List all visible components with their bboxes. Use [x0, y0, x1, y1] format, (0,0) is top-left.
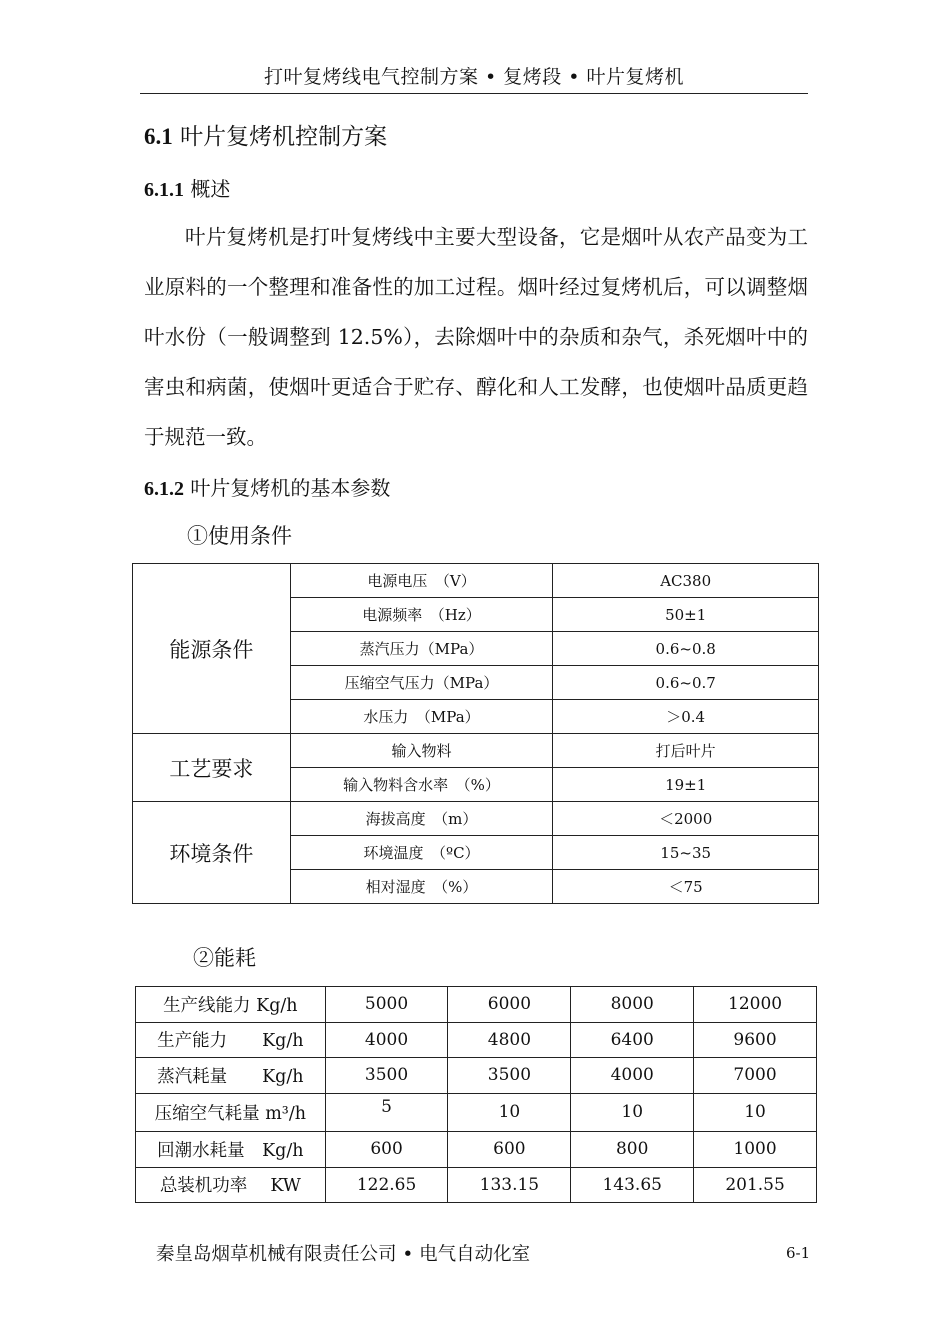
cell-value: 4000 — [325, 1022, 448, 1058]
cell-value: 1000 — [694, 1132, 817, 1168]
cell-value: 3500 — [448, 1058, 571, 1094]
cell-value: 600 — [325, 1132, 448, 1168]
cell-value: 6000 — [448, 987, 571, 1023]
group-label: 环境条件 — [133, 802, 291, 904]
group-label: 能源条件 — [133, 564, 291, 734]
param-value: 50±1 — [553, 598, 819, 632]
table-row — [133, 734, 819, 768]
usage-conditions-table — [132, 563, 819, 904]
param-label: 电源电压 （V） — [290, 564, 553, 598]
section-heading — [144, 118, 387, 151]
section-title: 叶片复烤机控制方案 — [180, 124, 388, 150]
cell-value: 4000 — [571, 1058, 694, 1094]
row-label: 压缩空气耗量 m³/h — [136, 1093, 326, 1132]
param-label: 输入物料 — [290, 734, 553, 768]
subsection-number: 6.1.2 — [144, 478, 184, 500]
footer-company: 秦皇岛烟草机械有限责任公司 • 电气自动化室 — [156, 1244, 531, 1265]
section-number: 6.1 — [144, 124, 173, 149]
cell-value: 600 — [448, 1132, 571, 1168]
param-label: 压缩空气压力（MPa） — [290, 666, 553, 700]
param-value: 19±1 — [553, 768, 819, 802]
param-value: 0.6~0.7 — [553, 666, 819, 700]
energy-table — [135, 986, 817, 1203]
cell-value: 122.65 — [325, 1167, 448, 1203]
cell-value: 10 — [571, 1093, 694, 1132]
overview-paragraph — [144, 212, 808, 462]
table-row — [136, 1167, 817, 1203]
row-label: 总装机功率 KW — [136, 1167, 326, 1203]
subsection-heading-overview — [144, 173, 230, 202]
subsection-title: 概述 — [190, 177, 231, 201]
table-row — [136, 1132, 817, 1168]
param-label: 输入物料含水率 （%） — [290, 768, 553, 802]
page-header: 打叶复烤线电气控制方案 • 复烤段 • 叶片复烤机 — [263, 66, 685, 88]
row-label: 生产线能力 Kg/h — [136, 987, 326, 1023]
param-label: 电源频率 （Hz） — [290, 598, 553, 632]
param-value: 打后叶片 — [553, 734, 819, 768]
table-row — [136, 1058, 817, 1094]
row-label: 蒸汽耗量 Kg/h — [136, 1058, 326, 1094]
table-row — [136, 987, 817, 1023]
cell-value: 8000 — [571, 987, 694, 1023]
cell-value: 7000 — [694, 1058, 817, 1094]
cell-value: 12000 — [694, 987, 817, 1023]
param-value: ＜75 — [553, 870, 819, 904]
page-number: 6-1 — [786, 1244, 811, 1262]
param-value: ＞0.4 — [553, 700, 819, 734]
subsection-heading-params — [144, 472, 390, 501]
table-row — [133, 564, 819, 598]
table-row — [133, 802, 819, 836]
cell-value: 10 — [694, 1093, 817, 1132]
param-value: 15~35 — [553, 836, 819, 870]
cell-value: 6400 — [571, 1022, 694, 1058]
cell-value: 143.65 — [571, 1167, 694, 1203]
cell-value: 10 — [448, 1093, 571, 1132]
row-label: 生产能力 Kg/h — [136, 1022, 326, 1058]
header-divider — [140, 93, 808, 94]
cell-value: 3500 — [325, 1058, 448, 1094]
group-label: 工艺要求 — [133, 734, 291, 802]
subsection-number: 6.1.1 — [144, 179, 184, 201]
table-row — [136, 1093, 817, 1132]
param-value: AC380 — [553, 564, 819, 598]
cell-value: 800 — [571, 1132, 694, 1168]
param-label: 环境温度 （ºC） — [290, 836, 553, 870]
overview-text: 叶片复烤机是打叶复烤线中主要大型设备，它是烟叶从农产品变为工业原料的一个整理和准备性的加工过程。烟叶经过复烤机后，可以调整烟叶水份（一般调整到 12.5%），去除烟叶中的杂质和杂气，杀死烟叶中的害虫和病菌，使烟叶更适合于贮存、醇化和人工发酵，也使烟叶品质更趋于规范一致。 — [144, 225, 808, 449]
param-label: 水压力 （MPa） — [290, 700, 553, 734]
table-row — [136, 1022, 817, 1058]
param-value: 0.6~0.8 — [553, 632, 819, 666]
param-label: 海拔高度 （m） — [290, 802, 553, 836]
energy-title: ②能耗 — [193, 946, 256, 970]
cell-value: 5000 — [325, 987, 448, 1023]
row-label: 回潮水耗量 Kg/h — [136, 1132, 326, 1168]
cell-value: 201.55 — [694, 1167, 817, 1203]
usage-conditions-title: ①使用条件 — [187, 524, 292, 548]
cell-value: 5 — [325, 1093, 448, 1132]
subsection-title: 叶片复烤机的基本参数 — [190, 476, 391, 500]
cell-value: 9600 — [694, 1022, 817, 1058]
param-value: ＜2000 — [553, 802, 819, 836]
param-label: 相对湿度 （%） — [290, 870, 553, 904]
cell-value: 4800 — [448, 1022, 571, 1058]
param-label: 蒸汽压力（MPa） — [290, 632, 553, 666]
cell-value: 133.15 — [448, 1167, 571, 1203]
